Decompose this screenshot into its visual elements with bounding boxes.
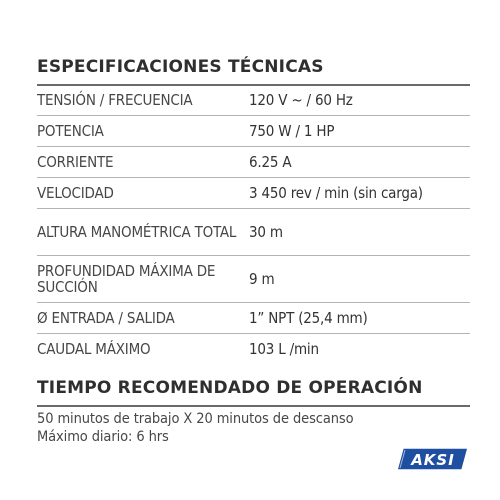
operation-section-title: TIEMPO RECOMENDADO DE OPERACIÓN: [37, 378, 423, 398]
spec-row-caudal: [37, 334, 470, 364]
spec-label: TENSIÓN / FRECUENCIA: [37, 91, 193, 109]
spec-value: 120 V ~ / 60 Hz: [249, 91, 353, 109]
aksi-logo: [394, 446, 472, 472]
spec-value: 30 m: [249, 223, 283, 241]
spec-label: ALTURA MANOMÉTRICA TOTAL: [37, 223, 237, 241]
spec-section-title: ESPECIFICACIONES TÉCNICAS: [37, 57, 324, 77]
spec-value: 9 m: [249, 270, 275, 288]
spec-value: 6.25 A: [249, 153, 292, 171]
spec-row-corriente: [37, 147, 470, 178]
spec-row-profundidad: [37, 256, 470, 303]
operation-daily-max-text: Máximo diario: 6 hrs: [37, 429, 169, 445]
spec-label: CORRIENTE: [37, 153, 114, 171]
operation-title-rule: [37, 405, 470, 407]
svg-text:AKSI: AKSI: [411, 451, 455, 469]
spec-row-altura: [37, 209, 470, 256]
spec-row-potencia: [37, 116, 470, 147]
spec-value: 1” NPT (25,4 mm): [249, 309, 368, 327]
spec-label: PROFUNDIDAD MÁXIMA DE SUCCIÓN: [37, 262, 216, 296]
spec-row-entrada-salida: [37, 303, 470, 334]
spec-row-tension: [37, 85, 470, 116]
operation-work-rest-text: 50 minutos de trabajo X 20 minutos de descanso: [37, 411, 354, 427]
spec-table: [37, 85, 470, 364]
spec-row-velocidad: [37, 178, 470, 209]
spec-value: 103 L /min: [249, 340, 319, 358]
spec-label: VELOCIDAD: [37, 184, 114, 202]
spec-label: CAUDAL MÁXIMO: [37, 340, 151, 358]
spec-value: 3 450 rev / min (sin carga): [249, 184, 423, 202]
spec-label: Ø ENTRADA / SALIDA: [37, 309, 175, 327]
spec-label: POTENCIA: [37, 122, 104, 140]
spec-value: 750 W / 1 HP: [249, 122, 335, 140]
